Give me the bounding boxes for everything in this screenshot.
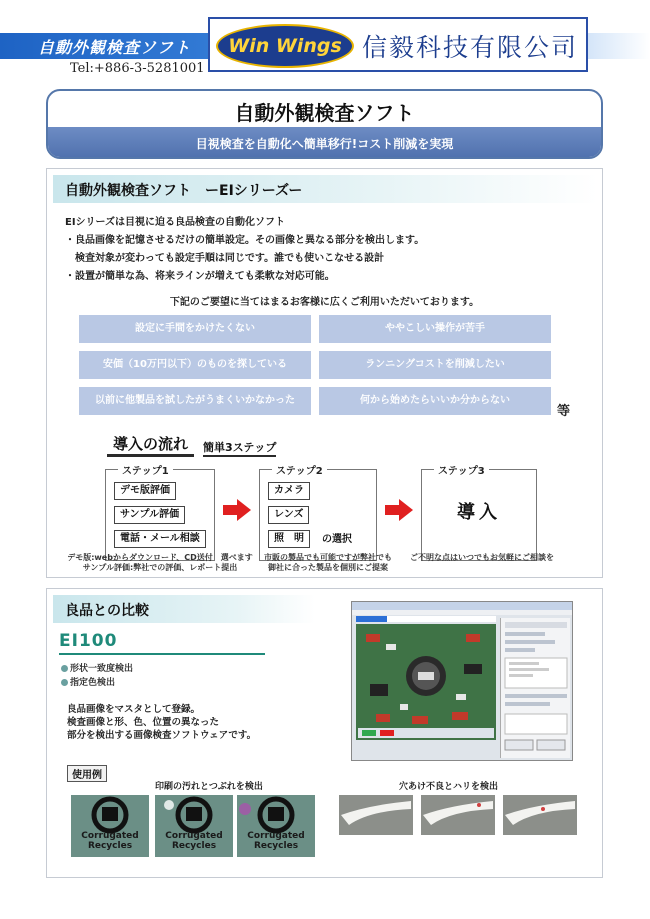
step1-item: サンプル評価 xyxy=(114,506,185,524)
title-box xyxy=(46,89,603,159)
wire-graphic xyxy=(421,795,495,835)
pcb-image xyxy=(356,624,496,740)
feature-label: 指定色検出 xyxy=(70,678,116,688)
feature-item xyxy=(61,661,133,674)
wire-graphic xyxy=(503,795,577,835)
feature-label: 形状一致度検出 xyxy=(70,664,134,674)
screenshot-progress-fill xyxy=(356,616,387,622)
software-screenshot xyxy=(351,601,573,761)
section2-title: 良品との比較 xyxy=(65,603,149,619)
step3-box xyxy=(421,466,537,561)
wire-sample-image xyxy=(421,795,495,835)
settings-panel xyxy=(500,618,570,758)
step1-item: デモ版評価 xyxy=(114,482,176,500)
comparison-panel xyxy=(46,588,603,878)
request-line: 下記のご要望に当てはまるお客様に広くご利用いただいております。 xyxy=(169,297,480,308)
sample-text: Corrugated Recycles xyxy=(165,831,223,851)
intro-line: ・良品画像を記憶させるだけの簡単設定。その画像と異なる部分を検出します。 xyxy=(65,235,425,246)
intro-line: 検査対象が変わっても設定手順は同じです。誰でも使いこなせる設計 xyxy=(65,253,385,264)
header-left-title: 自動外観検査ソフト xyxy=(38,38,192,57)
pcb-graphic xyxy=(356,624,496,740)
step3-note: ご不明な点はいつでもお気軽にご相談を xyxy=(410,553,554,562)
section-title: 自動外観検査ソフト ーEIシリーズー xyxy=(65,183,303,199)
step3-text: 導入 xyxy=(457,502,501,523)
recycle-sample-image xyxy=(155,795,233,857)
need-item: 以前に他製品を試したがうまくいかなかった xyxy=(79,387,311,415)
screenshot-progress-bar xyxy=(356,616,496,622)
description-line: 検査画像と形、色、位置の異なった xyxy=(67,717,220,728)
logo-text: Win Wings xyxy=(228,35,342,57)
bullet-icon xyxy=(61,679,68,686)
settings-graphic xyxy=(501,618,571,758)
need-item: 安価（10万円以下）のものを探している xyxy=(79,351,311,379)
ei-series-panel xyxy=(46,168,603,578)
step2-item: カメラ xyxy=(268,482,310,500)
step-label: ステップ1 xyxy=(118,462,173,477)
step2-note: 市販の製品でも可能ですが弊社でも 御社に合った製品を個別にご提案 xyxy=(264,553,392,572)
step1-note: デモ版:webからダウンロード、CD送付 選べます サンプル評価:弊社での評価、レポート提出 xyxy=(67,553,253,572)
intro-line: EIシリーズは目視に迫る良品検査の自動化ソフト xyxy=(65,217,286,228)
caption-hole-defect: 穴あけ不良とハリを検出 xyxy=(399,782,499,792)
wire-sample-image xyxy=(503,795,577,835)
selection-text: の選択 xyxy=(322,534,352,545)
feature-item xyxy=(61,675,115,688)
recycle-sample-image xyxy=(71,795,149,857)
sample-text: Corrugated Recycles xyxy=(81,831,139,851)
screenshot-menubar xyxy=(352,610,572,615)
need-item: ランニングコストを削減したい xyxy=(319,351,551,379)
arrow-right-icon xyxy=(385,499,415,521)
product-underline xyxy=(59,653,265,655)
step-label: ステップ2 xyxy=(272,462,327,477)
wire-sample-image xyxy=(339,795,413,835)
page-subtitle: 目視検査を自動化へ簡単移行!コスト削減を実現 xyxy=(195,137,454,151)
flow-title: 導入の流れ xyxy=(107,433,194,457)
example-label: 使用例 xyxy=(67,765,107,782)
needs-suffix: 等 xyxy=(557,404,571,419)
step2-box xyxy=(259,466,377,561)
subtitle-band xyxy=(48,127,601,159)
step1-item: 電話・メール相談 xyxy=(114,530,206,548)
intro-line: ・設置が簡単な為、将来ラインが増えても柔軟な対応可能。 xyxy=(65,271,335,282)
company-logo-box xyxy=(208,17,588,72)
page-title: 自動外観検査ソフト xyxy=(234,101,415,125)
arrow-right-icon xyxy=(223,499,253,521)
step2-item: レンズ xyxy=(268,506,309,524)
product-name: EI100 xyxy=(59,631,118,651)
need-item: 何から始めたらいいか分からない xyxy=(319,387,551,415)
description-line: 良品画像をマスタとして登録。 xyxy=(67,704,201,715)
header-tel: Tel:+886-3-5281001 xyxy=(70,61,205,76)
company-name: 信毅科技有限公司 xyxy=(362,33,579,62)
screenshot-titlebar xyxy=(352,602,572,610)
description-line: 部分を検出する画像検査ソフトウェアです。 xyxy=(67,730,257,741)
sample-text: Corrugated Recycles xyxy=(247,831,305,851)
step-label: ステップ3 xyxy=(434,462,489,477)
section-title-band xyxy=(53,175,598,203)
recycle-sample-image xyxy=(237,795,315,857)
need-item: ややこしい操作が苦手 xyxy=(319,315,551,343)
bullet-icon xyxy=(61,665,68,672)
step2-item: 照 明 xyxy=(268,530,310,548)
wire-graphic xyxy=(339,795,413,835)
section2-title-band xyxy=(53,595,315,623)
win-wings-logo xyxy=(216,24,354,68)
caption-print-defect: 印刷の汚れとつぶれを検出 xyxy=(155,782,263,792)
step1-box xyxy=(105,466,215,561)
need-item: 設定に手間をかけたくない xyxy=(79,315,311,343)
flow-subtitle: 簡単3ステップ xyxy=(203,439,276,457)
